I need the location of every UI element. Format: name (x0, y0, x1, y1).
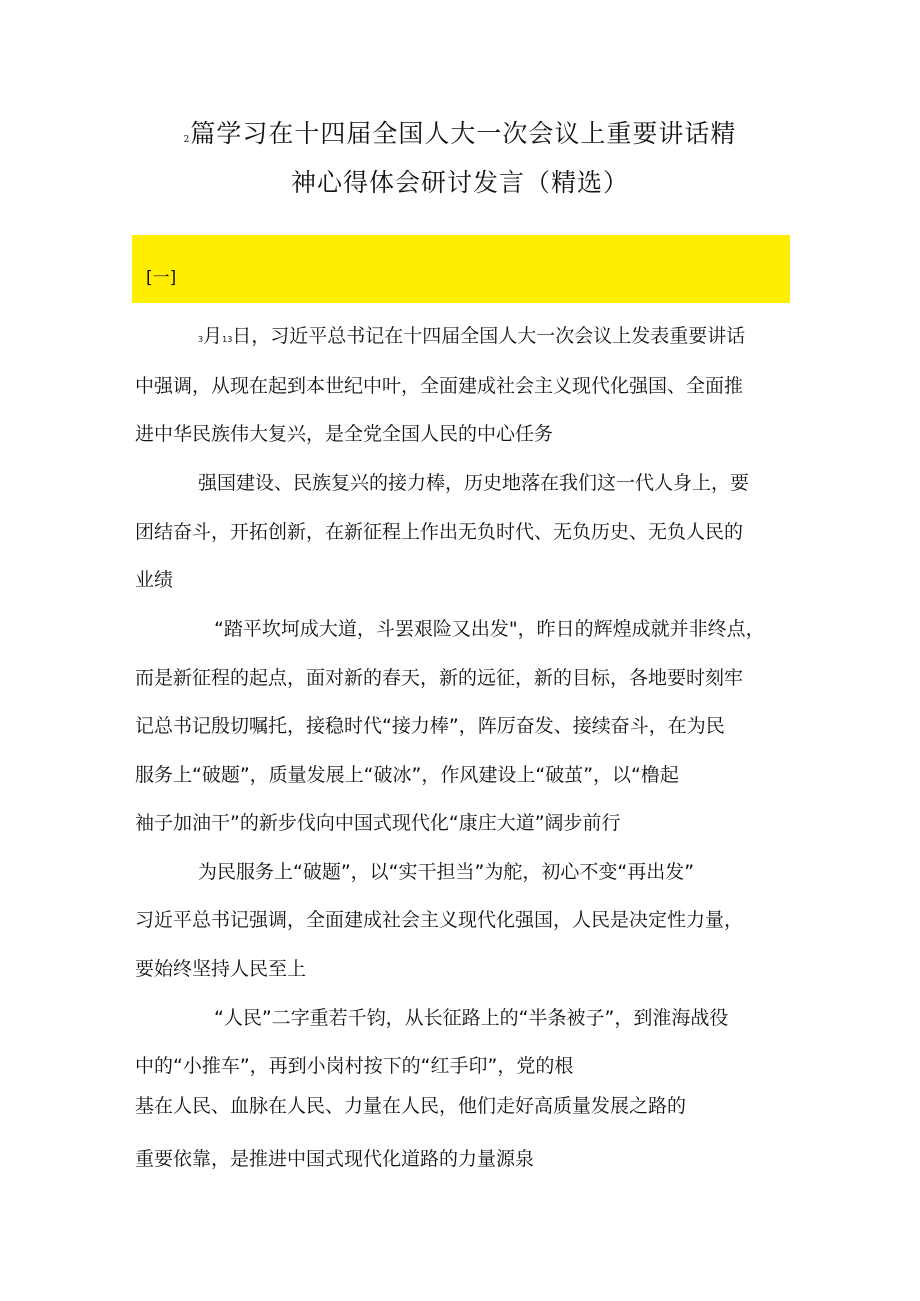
paragraph-line (198, 323, 745, 353)
section-label: [一] (146, 268, 177, 288)
paragraph-line: 中强调，从现在起到本世纪中叶，全面建成社会主义现代化强国、全面推 (135, 375, 744, 397)
paragraph-line: 基在人民、血脉在人民、力量在人民，他们走好高质量发展之路的 (135, 1095, 687, 1117)
month-char: 月 (203, 325, 223, 347)
paragraph-line: “人民”二字重若千钧，从长征路上的“半条被子”，到淮海战役 (214, 1007, 729, 1029)
paragraph-line: 服务上“破题”，质量发展上“破冰”，作风建设上“破茧”，以“橹起 (135, 764, 679, 786)
highlight-bar (132, 235, 790, 303)
paragraph-line: 要始终坚持人民至上 (135, 958, 307, 980)
paragraph-line: 重要依靠，是推进中国式现代化道路的力量源泉 (135, 1148, 535, 1170)
paragraph-line: 业绩 (135, 569, 174, 591)
paragraph-line: 习近平总书记强调，全面建成社会主义现代化强国，人民是决定性力量， (135, 909, 744, 931)
paragraph-line: 而是新征程的起点，面对新的春天，新的远征，新的目标，各地要时刻牢 (135, 667, 744, 689)
doc-title-line-2: 神心得体会研讨发言（精选） (290, 168, 629, 197)
paragraph-text: 日，习近平总书记在十四届全国人大一次会议上发表重要讲话 (232, 325, 746, 347)
paragraph-line: 为民服务上“破题”，以“实干担当”为舵，初心不变“再出发” (198, 861, 695, 883)
paragraph-line: 记总书记殷切嘱托，接稳时代“接力棒”，阵厉奋发、接续奋斗，在为民 (135, 715, 725, 737)
title-text-1: 篇学习在十四届全国人大一次会议上重要讲话精 (190, 119, 737, 148)
paragraph-line: 团结奋斗，开拓创新，在新征程上作出无负时代、无负历史、无负人民的 (135, 521, 744, 543)
paragraph-line: 袖子加油干”的新步伐向中国式现代化“康庄大道”阔步前行 (135, 812, 621, 834)
paragraph-line: 中的“小推车”，再到小岗村按下的“红手印”，党的根 (135, 1055, 574, 1077)
month-number: 3 (198, 335, 204, 344)
title-prefix: 2 (183, 135, 191, 145)
paragraph-line: 强国建设、民族复兴的接力棒，历史地落在我们这一代人身上，要 (198, 472, 750, 494)
paragraph-line: “踏平坎坷成大道，斗罢艰险又出发"，昨日的辉煌成就并非终点， (214, 618, 765, 640)
paragraph-line: 进中华民族伟大复兴，是全党全国人民的中心任务 (135, 423, 554, 445)
day-number: 13 (222, 335, 233, 344)
doc-title-line-1 (0, 114, 920, 150)
